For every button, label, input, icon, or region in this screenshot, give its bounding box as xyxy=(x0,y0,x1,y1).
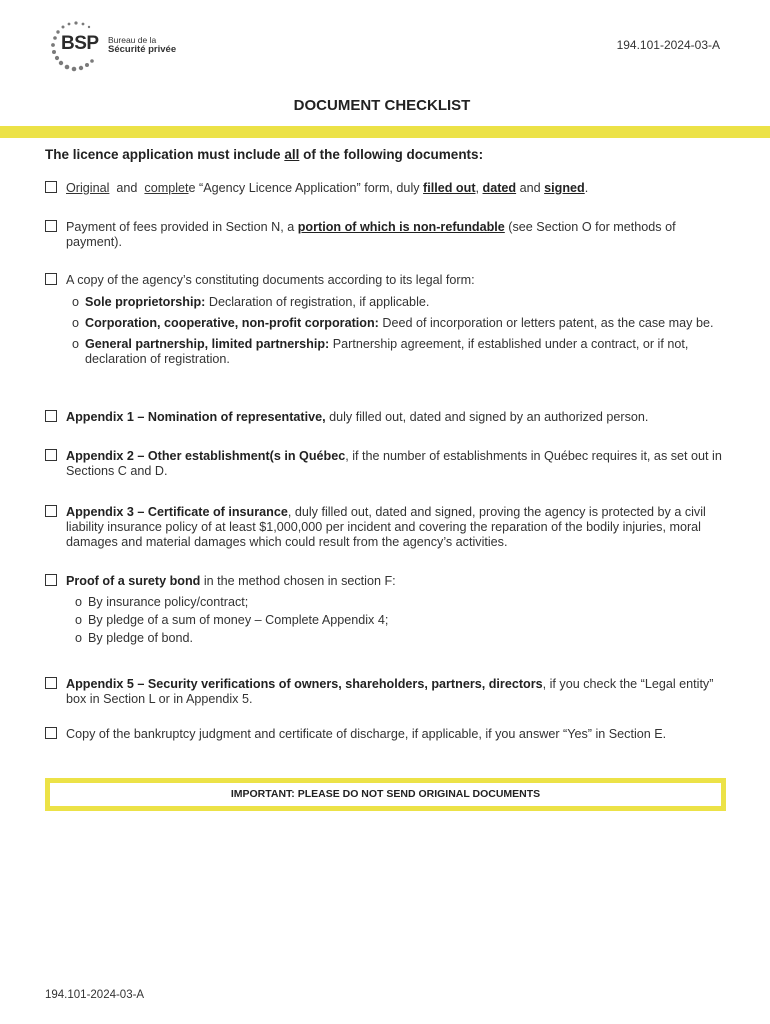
sub-item-text: Deed of incorporation or letters patent, as the case may be. xyxy=(382,316,714,330)
bullet-icon: o xyxy=(75,595,83,609)
checkbox[interactable] xyxy=(45,727,57,739)
logo-abbr: BSP xyxy=(61,33,99,54)
logo-text xyxy=(108,35,176,55)
doc-number-top: 194.101-2024-03-A xyxy=(616,38,720,52)
item-part: filled out xyxy=(423,181,476,195)
item-part: . xyxy=(584,181,589,195)
item-bold: Proof of a surety bond xyxy=(66,574,201,588)
item-part: and xyxy=(516,181,545,195)
item-part: complet xyxy=(144,181,189,195)
item-part: , xyxy=(475,181,483,195)
item-text xyxy=(66,220,725,250)
item-text xyxy=(66,449,725,479)
checkbox[interactable] xyxy=(45,449,57,461)
checklist-item xyxy=(45,505,725,550)
sub-item xyxy=(75,613,725,628)
checklist-item xyxy=(45,410,725,425)
checkbox[interactable] xyxy=(45,273,57,285)
doc-number-bottom: 194.101-2024-03-A xyxy=(45,989,145,1001)
sub-item xyxy=(72,337,725,367)
sub-item-text: By pledge of bond. xyxy=(88,631,194,645)
bullet-icon: o xyxy=(72,316,80,330)
sub-item-text: Partnership agreement, if established under a contract, or if not, declaration of registration. xyxy=(85,337,689,366)
sub-item-text: By pledge of a sum of money – Complete Appendix 4; xyxy=(88,613,389,627)
checklist-item xyxy=(45,181,725,196)
sub-item xyxy=(75,631,725,646)
logo-line2: Sécurité privée xyxy=(108,44,177,55)
sub-item-text: Declaration of registration, if applicable. xyxy=(208,295,430,309)
sub-list xyxy=(72,295,725,367)
item-part: dated xyxy=(482,181,517,195)
intro-pre: The licence application must include xyxy=(45,147,285,162)
checkbox[interactable] xyxy=(45,574,57,586)
intro-emph: all xyxy=(284,147,300,162)
item-part: signed xyxy=(544,181,585,195)
checklist-item xyxy=(45,273,725,373)
item-text xyxy=(66,505,725,550)
bullet-icon: o xyxy=(72,295,80,309)
bsp-logo xyxy=(50,20,190,72)
item-bold: Appendix 5 – Security verifications of owners, shareholders, partners, directors xyxy=(66,677,543,691)
item-bold: Appendix 2 – Other establishment(s in Québec xyxy=(66,449,346,463)
item-part: e “Agency Licence Application” form, duly xyxy=(188,181,424,195)
item-bold: Appendix 1 – Nomination of representative, xyxy=(66,410,326,424)
checklist-item xyxy=(45,220,725,250)
checklist-item xyxy=(45,727,725,742)
logo-line1: Bureau de la xyxy=(108,35,157,45)
item-bold: Appendix 3 – Certificate of insurance xyxy=(66,505,288,519)
sub-item-bold: Sole proprietorship: xyxy=(85,295,209,309)
item-text xyxy=(66,181,725,196)
item-part: (see Section O for methods of payment). xyxy=(66,220,676,249)
bullet-icon: o xyxy=(72,337,80,351)
checkbox[interactable] xyxy=(45,181,57,193)
sub-list xyxy=(75,595,725,646)
item-rest: , if you check the “Legal entity” box in Section L or in Appendix 5. xyxy=(66,677,714,706)
item-part: Original xyxy=(66,181,110,195)
bullet-icon: o xyxy=(75,613,83,627)
checklist-item xyxy=(45,677,725,707)
sub-item-text: By insurance policy/contract; xyxy=(88,595,249,609)
checkbox[interactable] xyxy=(45,410,57,422)
item-part: and xyxy=(109,181,145,195)
important-notice: IMPORTANT: PLEASE DO NOT SEND ORIGINAL DOCUMENTS xyxy=(45,778,726,811)
bullet-icon: o xyxy=(75,631,83,645)
item-text: Copy of the bankruptcy judgment and certificate of discharge, if applicable, if you answer “Yes” in Section E. xyxy=(66,727,667,741)
item-part: portion of which is non-refundable xyxy=(297,220,505,234)
checklist-item xyxy=(45,574,725,649)
checklist-item xyxy=(45,449,725,479)
item-text xyxy=(66,677,725,707)
item-part: Payment of fees provided in Section N, a xyxy=(66,220,298,234)
item-text xyxy=(66,574,725,589)
checkbox[interactable] xyxy=(45,677,57,689)
sub-item xyxy=(75,595,725,610)
sub-item-bold: General partnership, limited partnership: xyxy=(85,337,333,351)
sub-item xyxy=(72,316,725,331)
sub-item xyxy=(72,295,725,310)
yellow-band xyxy=(0,126,770,138)
item-text: A copy of the agency’s constituting documents according to its legal form: xyxy=(66,273,475,287)
intro-text xyxy=(45,147,483,162)
item-rest: in the method chosen in section F: xyxy=(200,574,396,588)
item-rest: , if the number of establishments in Québec requires it, as set out in Sections C and D. xyxy=(66,449,722,478)
item-rest: , duly filled out, dated and signed, proving the agency is protected by a civil liability insurance policy of at least $1,000,000 per incident and covering the reparation of the bodily injuries, moral damages and material damages which could result from the agency’s activities. xyxy=(66,505,706,549)
sub-item-bold: Corporation, cooperative, non-profit corporation: xyxy=(85,316,383,330)
checkbox[interactable] xyxy=(45,220,57,232)
intro-post: of the following documents: xyxy=(299,147,484,162)
page-title: DOCUMENT CHECKLIST xyxy=(293,97,471,114)
item-text xyxy=(66,410,725,425)
checkbox[interactable] xyxy=(45,505,57,517)
item-rest: duly filled out, dated and signed by an authorized person. xyxy=(325,410,649,424)
